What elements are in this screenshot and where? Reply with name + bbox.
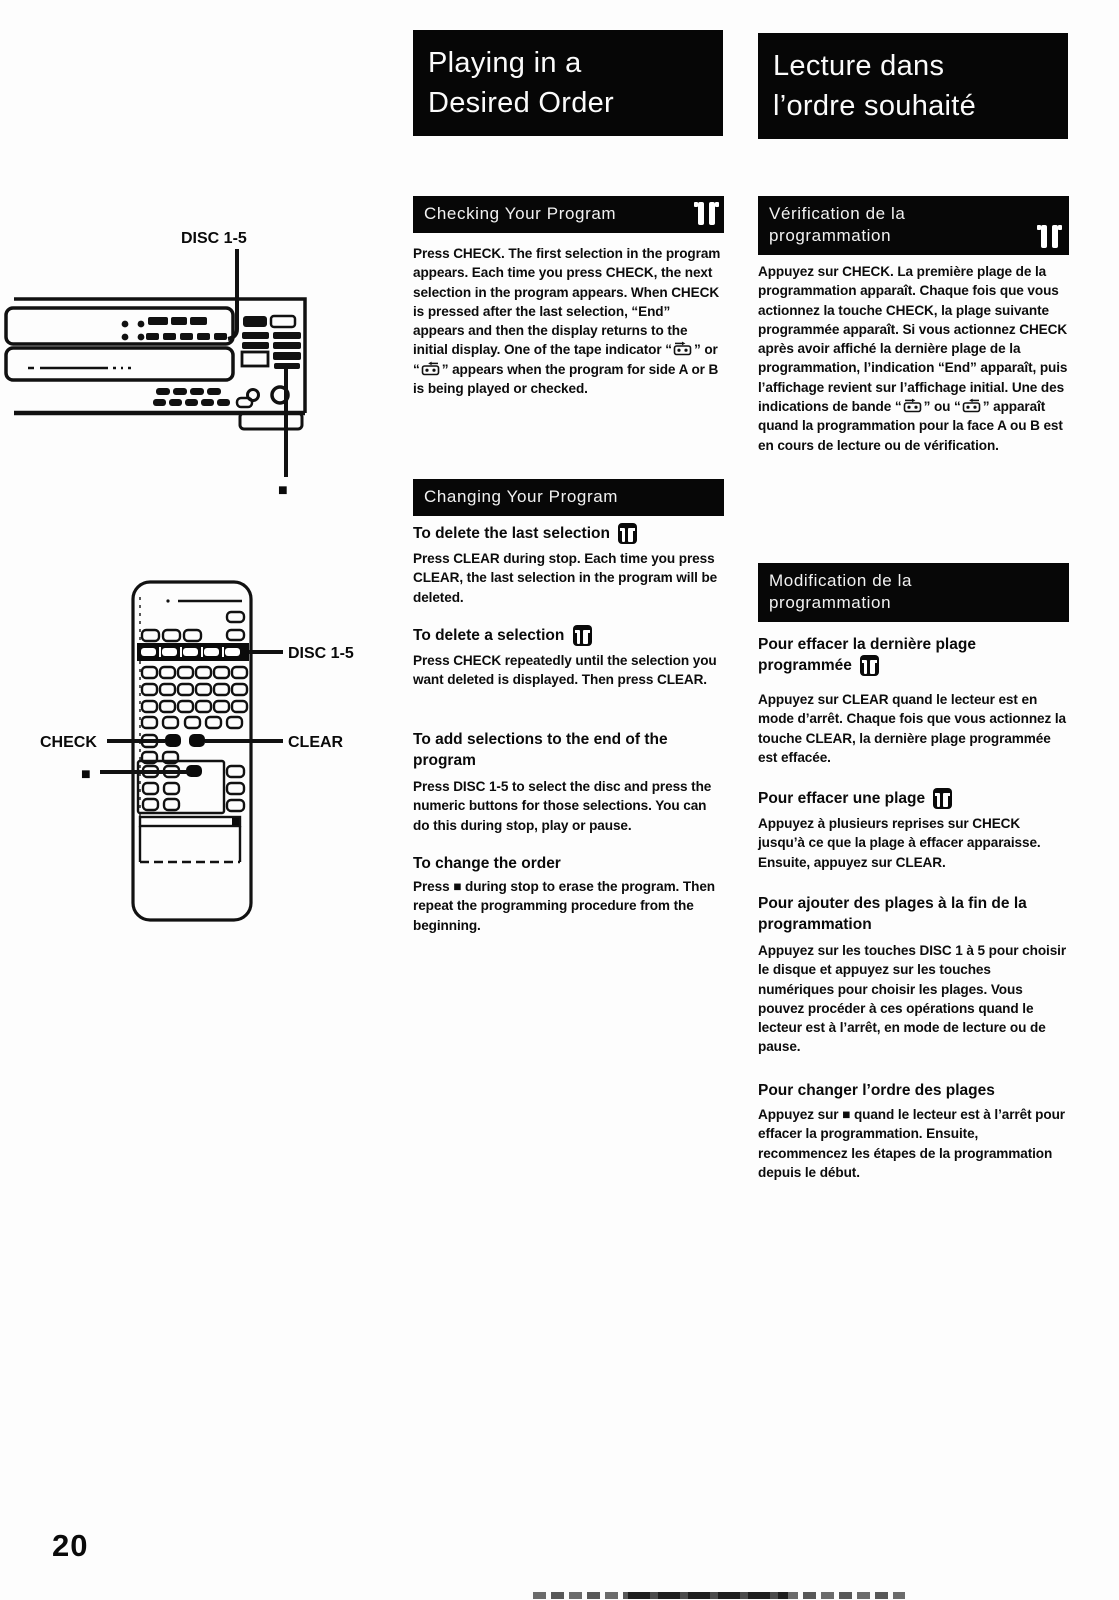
- disc-buttons-row: [137, 643, 249, 661]
- tape-icon: [860, 655, 879, 676]
- subhead-delete-selection: [413, 625, 724, 646]
- delete-last-paragraph: Press CLEAR during stop. Each time you press CLEAR, the last selection in the program will be deleted.: [413, 551, 718, 605]
- cd-player-illustration: [20, 205, 380, 505]
- player-foot: [240, 413, 302, 429]
- paragraph-text: ” ou “: [923, 399, 961, 415]
- remote-buttons: [142, 612, 244, 641]
- subhead-effacer-derniere: [758, 634, 1069, 676]
- subhead-ajouter-plages: Pour ajouter des plages à la fin de la programmation: [758, 895, 1027, 933]
- subhead-add-selections: To add selections to the end of the program: [413, 731, 668, 769]
- section-header-verification: [758, 196, 1069, 255]
- paragraph-text: ” or “: [413, 342, 718, 377]
- effacer-plage-paragraph: Appuyez à plusieurs reprises sur CHECK jusqu’à ce que la plage à effacer apparaisse. Ensuite, appuyez sur CLEAR.: [758, 816, 1041, 870]
- add-selections-paragraph: Press DISC 1-5 to select the disc and press the numeric buttons for those selections. You can do this during stop, play or pause.: [413, 779, 712, 833]
- title-line: Playing in a: [428, 47, 582, 79]
- checking-paragraph: [413, 244, 724, 398]
- paragraph-text: ” apparaît quand la programmation pour la face A ou B est en cours de lecture ou de vérification.: [758, 399, 1063, 453]
- check-label: CHECK: [40, 734, 97, 751]
- tape-side-a-icon: [672, 341, 694, 356]
- disc-1-5-label: DISC 1-5: [181, 230, 247, 247]
- clear-button: [189, 734, 205, 747]
- player-body: [6, 299, 305, 429]
- subhead-effacer-plage: [758, 788, 1069, 809]
- remote-bottom: [140, 817, 240, 862]
- tape-icon: [1041, 225, 1058, 248]
- page-number: 20: [52, 1528, 89, 1563]
- tape-icon: [573, 625, 592, 646]
- paragraph-text: Appuyez sur CHECK. La première plage de la programmation apparaît. Chaque fois que vous actionnez la touche CHECK, la plage suivante programmée apparaît. Si vous actionnez CHECK après avoir affiché la dernière plage de la programmation, l’indication “End” apparaît, puis l’affichage revient sur l’affichage initial. Une des indications de bande “: [758, 264, 1068, 415]
- tape-icon: [933, 788, 952, 809]
- subhead-text: Pour effacer la dernière plage programmée: [758, 636, 976, 674]
- tape-side-b-icon: [420, 361, 442, 376]
- english-column: [413, 0, 724, 1600]
- stop-symbol: ■: [278, 482, 288, 499]
- page-title-en: [413, 30, 723, 136]
- section-header-label: Modification de la: [769, 571, 913, 590]
- page-edge-artifact: [533, 1592, 905, 1599]
- change-order-paragraph: Press ■ during stop to erase the program. Then repeat the programming procedure from the beginning.: [413, 879, 715, 933]
- paragraph-text: Press CHECK. The first selection in the program appears. Each time you press CHECK, the next selection in the program appears. When CHECK is pressed after the last selection, “End” appears and then the display returns to the initial display. One of the tape indicator “: [413, 246, 721, 358]
- phones-knob: [248, 390, 259, 401]
- section-header-label: Vérification de la: [769, 204, 906, 223]
- title-line: Lecture dans: [773, 50, 945, 82]
- delete-selection-paragraph: Press CHECK repeatedly until the selection you want deleted is displayed. Then press CLEAR.: [413, 653, 717, 688]
- subhead-text: To delete a selection: [413, 627, 565, 644]
- numeric-buttons: [142, 667, 247, 728]
- subhead-change-order: To change the order: [413, 855, 561, 872]
- tape-icon: [618, 523, 637, 544]
- subhead-text: Pour effacer une plage: [758, 790, 926, 807]
- title-line: Desired Order: [428, 87, 615, 119]
- tape-side-b-icon: [961, 398, 983, 413]
- stop-button-callout: [278, 365, 288, 499]
- section-header-label: programmation: [769, 226, 892, 245]
- french-column: [758, 0, 1069, 1600]
- section-header-modification: [758, 563, 1069, 622]
- remote-illustration: [20, 545, 380, 965]
- disc-buttons-cluster: [242, 316, 301, 369]
- display-segments: [146, 317, 227, 340]
- subhead-changer-ordre: Pour changer l’ordre des plages: [758, 1082, 995, 1099]
- front-panel-buttons: [153, 388, 230, 406]
- section-header-changing: [413, 479, 724, 516]
- remote-callouts: [40, 645, 354, 783]
- display-dots: [122, 321, 145, 341]
- changer-ordre-paragraph: Appuyez sur ■ quand le lecteur est à l’arrêt pour effacer la programmation. Ensuite, recommencez les étapes de la programmation depuis le début.: [758, 1107, 1065, 1180]
- section-header-label: Changing Your Program: [424, 487, 619, 506]
- paragraph-text: ” appears when the program for side A or B is being played or checked.: [413, 361, 719, 397]
- check-button: [165, 734, 181, 747]
- clear-label: CLEAR: [288, 734, 344, 751]
- subhead-delete-last: [413, 523, 724, 544]
- subhead-text: To delete the last selection: [413, 525, 610, 542]
- title-line: l’ordre souhaité: [773, 90, 977, 122]
- tape-icon: [698, 202, 715, 225]
- section-header-label: programmation: [769, 593, 892, 612]
- effacer-derniere-paragraph: Appuyez sur CLEAR quand le lecteur est en mode d’arrêt. Chaque fois que vous actionnez la touche CLEAR, la dernière plage programmée est effacée.: [758, 692, 1067, 765]
- stop-symbol: ■: [81, 766, 91, 783]
- ajouter-plages-paragraph: Appuyez sur les touches DISC 1 à 5 pour choisir le disque et appuyez sur les touches numériques pour choisir les plages. Vous pouvez procéder à ces opérations quand le lecteur est à l’arrêt, en mode de lecture ou de pause.: [758, 943, 1067, 1055]
- disc-tray: [6, 348, 233, 380]
- tape-side-a-icon: [902, 398, 924, 413]
- section-header-label: Checking Your Program: [424, 204, 617, 223]
- disc-1-5-label: DISC 1-5: [288, 645, 354, 662]
- page-title-fr: [758, 33, 1068, 139]
- section-header-checking: [413, 196, 724, 233]
- lower-buttons: [138, 752, 244, 813]
- verification-paragraph: [758, 262, 1069, 455]
